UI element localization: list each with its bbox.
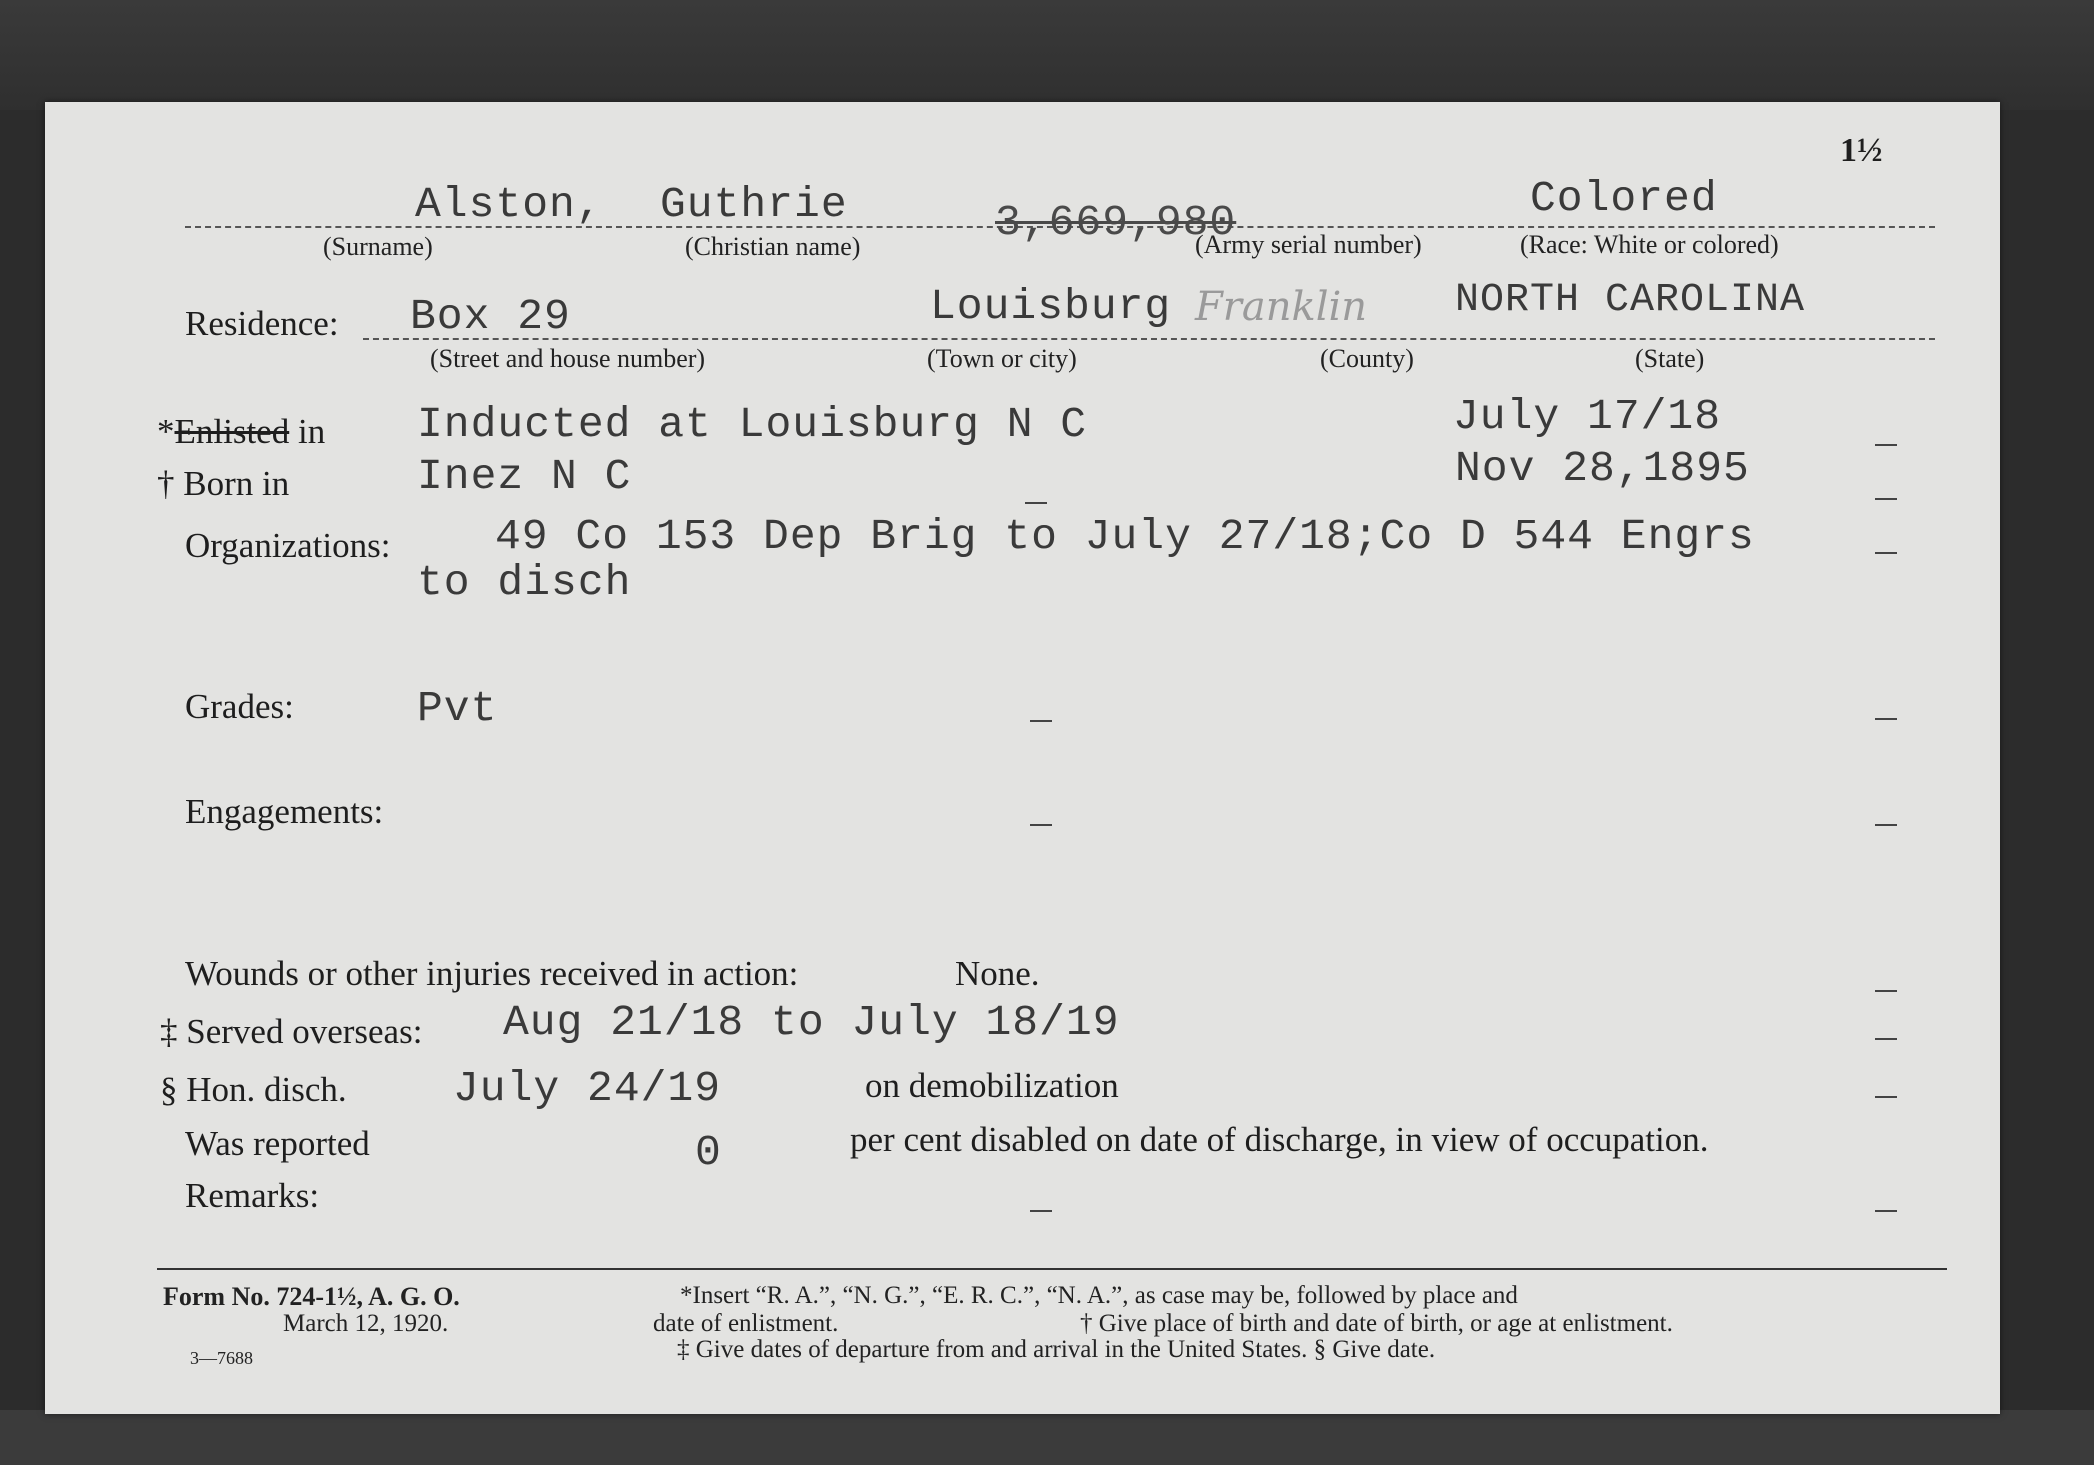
tick-mark: [1025, 502, 1047, 504]
grades-label: Grades:: [185, 687, 294, 726]
overseas-value: Aug 21/18 to July 18/19: [503, 998, 1120, 1047]
residence-line: [363, 338, 1935, 340]
grades-value: Pvt: [417, 684, 498, 733]
footnote-line2a: date of enlistment.: [653, 1310, 839, 1337]
tick-mark: [1875, 824, 1897, 826]
form-code: 3—7688: [190, 1348, 253, 1368]
reported-label: Was reported: [185, 1124, 370, 1163]
hon-disch-label: § Hon. disch.: [160, 1070, 347, 1109]
state-value: NORTH CAROLINA: [1455, 278, 1806, 323]
tick-mark: [1875, 990, 1897, 992]
footnote-line1: *Insert “R. A.”, “N. G.”, “E. R. C.”, “N. A.”, as case may be, followed by place and: [680, 1282, 1518, 1309]
caption-state: (State): [1635, 344, 1705, 373]
form-number: Form No. 724-1½, A. G. O.: [163, 1282, 460, 1311]
caption-christian-name: (Christian name): [685, 232, 861, 261]
tick-mark: [1030, 824, 1052, 826]
caption-surname: (Surname): [323, 232, 433, 261]
tick-mark: [1875, 1210, 1897, 1212]
tick-mark: [1030, 1210, 1052, 1212]
serial-number-value: 3,669,980: [995, 198, 1237, 247]
footnote-line2b: † Give place of birth and date of birth, or age at enlistment.: [1080, 1310, 1673, 1337]
born-date: Nov 28,1895: [1455, 444, 1750, 493]
engagements-label: Engagements:: [185, 792, 384, 831]
born-label: † Born in: [157, 464, 290, 503]
caption-town: (Town or city): [927, 344, 1077, 373]
hon-disch-note: on demobilization: [865, 1066, 1119, 1105]
tick-mark: [1875, 498, 1897, 500]
enlisted-date: July 17/18: [1453, 392, 1722, 441]
tick-mark: [1875, 1096, 1897, 1098]
overseas-label: ‡ Served overseas:: [160, 1012, 423, 1051]
footer-rule: [157, 1268, 1947, 1270]
caption-serial-number: (Army serial number): [1195, 230, 1422, 259]
caption-county: (County): [1320, 344, 1414, 373]
tick-mark: [1875, 718, 1897, 720]
born-value: Inez N C: [417, 452, 632, 501]
hon-disch-date: July 24/19: [453, 1064, 722, 1113]
tick-mark: [1875, 552, 1897, 554]
caption-street: (Street and house number): [430, 344, 706, 373]
residence-label: Residence:: [185, 304, 339, 343]
enlisted-value: Inducted at Louisburg N C: [417, 400, 1088, 449]
county-handwritten-value: Franklin: [1195, 284, 1368, 330]
tick-mark: [1030, 720, 1052, 722]
organizations-line1: 49 Co 153 Dep Brig to July 27/18;Co D 544 Engrs: [495, 512, 1755, 561]
tick-mark: [1875, 444, 1897, 446]
organizations-line2: to disch: [417, 558, 632, 607]
wounds-label: Wounds or other injuries received in action:: [185, 954, 799, 993]
town-value: Louisburg: [930, 282, 1172, 331]
race-value: Colored: [1530, 174, 1718, 223]
surname-value: Alston,: [415, 180, 603, 229]
wounds-value: None.: [955, 954, 1040, 993]
tick-mark: [1875, 1038, 1897, 1040]
christian-name-value: Guthrie: [660, 180, 848, 229]
form-date: March 12, 1920.: [283, 1310, 449, 1337]
organizations-label: Organizations:: [185, 526, 391, 565]
reported-text: per cent disabled on date of discharge, in view of occupation.: [850, 1120, 1709, 1159]
scanner-background-top: [0, 0, 2094, 110]
street-value: Box 29: [410, 292, 571, 341]
scanner-background-bottom: [0, 1410, 2094, 1465]
footnote-line3: ‡ Give dates of departure from and arrival in the United States. § Give date.: [677, 1336, 1436, 1363]
corner-number: 1½: [1840, 132, 1883, 169]
caption-race: (Race: White or colored): [1520, 230, 1779, 259]
reported-value: 0: [695, 1128, 722, 1177]
enlisted-label: *Enlisted in: [157, 412, 326, 451]
remarks-label: Remarks:: [185, 1176, 320, 1215]
service-record-card: [45, 102, 2000, 1414]
